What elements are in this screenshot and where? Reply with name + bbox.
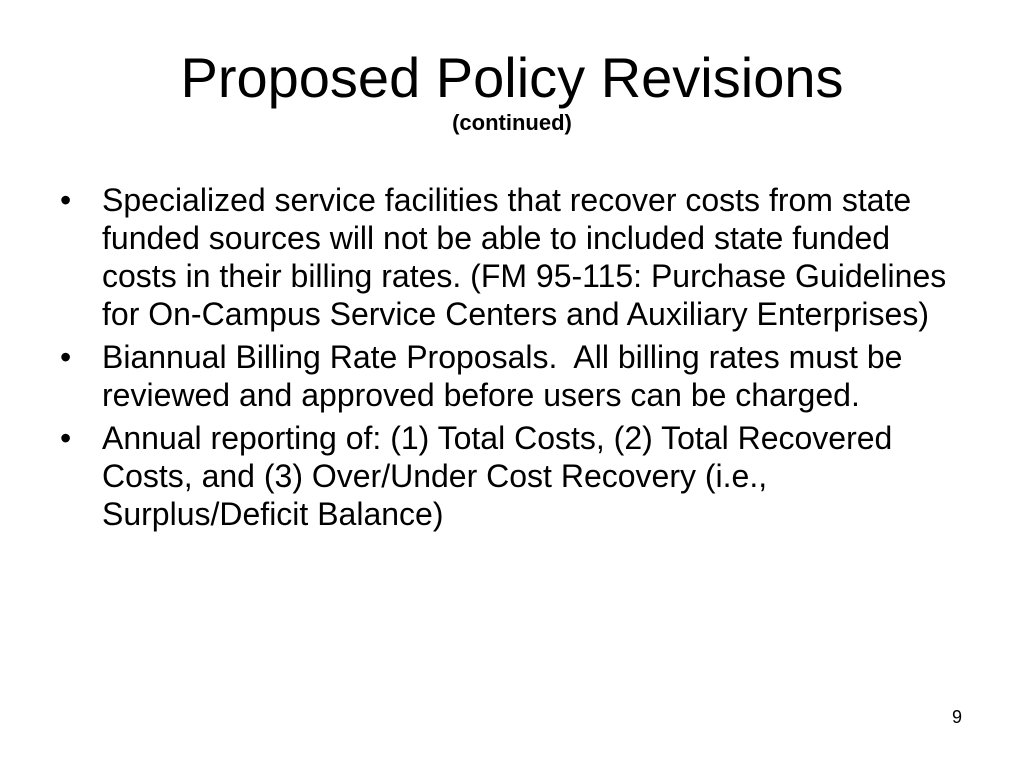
title-block xyxy=(0,46,1024,136)
slide-subtitle: (continued) xyxy=(452,110,572,135)
bullet-item xyxy=(58,419,958,533)
bullet-marker: • xyxy=(60,420,72,456)
bullet-text: Biannual Billing Rate Proposals. All billing rates must be reviewed and approved before users can be charged. xyxy=(102,339,912,413)
bullet-marker: • xyxy=(60,182,72,218)
bullet-item xyxy=(58,338,958,414)
bullet-text: Specialized service facilities that recover costs from state funded sources will not be able to included state funded costs in their billing rates. (FM 95-115: Purchase Guidelines for On-Campus Service Centers and Auxiliary Enterprises) xyxy=(102,182,947,332)
bullet-list xyxy=(58,181,958,538)
page-number: 9 xyxy=(951,707,962,727)
bullet-item xyxy=(58,181,958,333)
bullet-marker: • xyxy=(60,339,72,375)
slide-title: Proposed Policy Revisions xyxy=(180,46,844,109)
bullet-text: Annual reporting of: (1) Total Costs, (2) Total Recovered Costs, and (3) Over/Under Cost Recovery (i.e., Surplus/Deficit Balance) xyxy=(102,420,893,532)
